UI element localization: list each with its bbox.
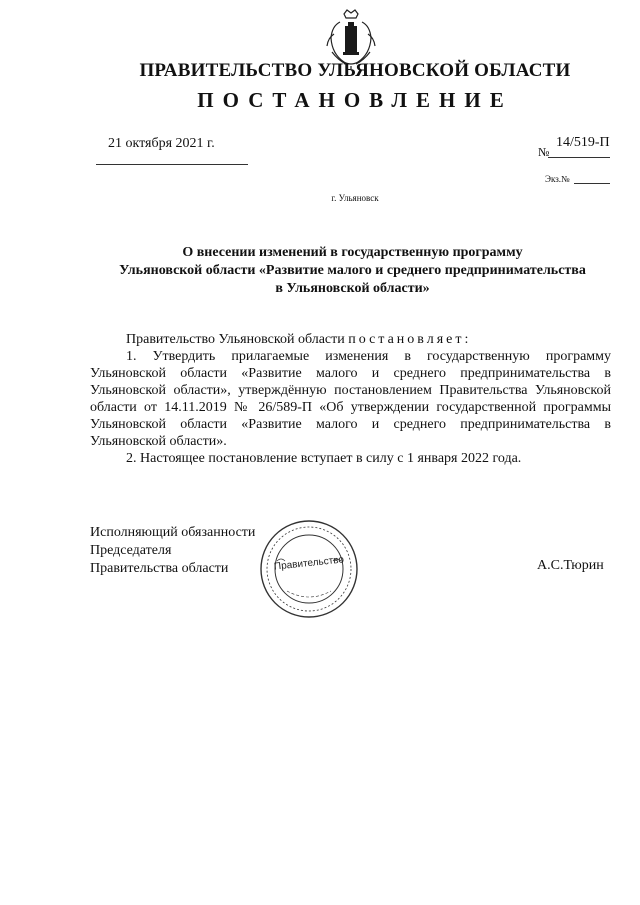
document-date: 21 октября 2021 г.	[108, 136, 215, 151]
organization-name: ПРАВИТЕЛЬСТВО УЛЬЯНОВСКОЙ ОБЛАСТИ	[139, 60, 571, 81]
stamp-center-text: Правительство	[273, 554, 345, 573]
city-name: г. Ульяновск	[331, 193, 379, 203]
document-body	[90, 331, 611, 467]
document-title	[80, 244, 625, 298]
paragraph-item-2: 2. Настоящее постановление вступает в силу с 1 января 2022 года.	[126, 451, 522, 466]
copy-number-underline	[574, 183, 610, 184]
document-type: ПОСТАНОВЛЕНИЕ	[197, 88, 513, 112]
title-line: О внесении изменений в государственную программу	[182, 245, 523, 260]
number-prefix: №	[538, 145, 550, 159]
signatory-name: А.С.Тюрин	[537, 558, 604, 573]
signatory-line: Исполняющий обязанности	[90, 525, 256, 540]
signatory-title	[90, 524, 255, 578]
date-underline	[96, 164, 248, 165]
signatory-line: Председателя	[90, 543, 172, 558]
title-line: Ульяновской области «Развитие малого и среднего предпринимательства	[119, 263, 586, 278]
document-number: 14/519-П	[556, 135, 610, 150]
paragraph-item-1: 1. Утвердить прилагаемые изменения в государственную программу Ульяновской области «Развитие малого и среднего предпринимательства в Ульяновской области», утверждённую постановлением Правительства Ульяновской области от 14.11.2019 № 26/589-П «Об утверждении государственной программы Ульяновской области «Развитие малого и среднего предпринимательства в Ульяновской области».	[90, 349, 611, 449]
preamble	[90, 331, 611, 348]
title-line: в Ульяновской области»	[275, 281, 430, 296]
preamble-verb: постановляет:	[348, 332, 472, 347]
number-underline	[548, 157, 610, 158]
copy-number-label: Экз.№	[545, 174, 570, 184]
signatory-line: Правительства области	[90, 561, 229, 576]
preamble-text: Правительство Ульяновской области	[126, 332, 345, 347]
